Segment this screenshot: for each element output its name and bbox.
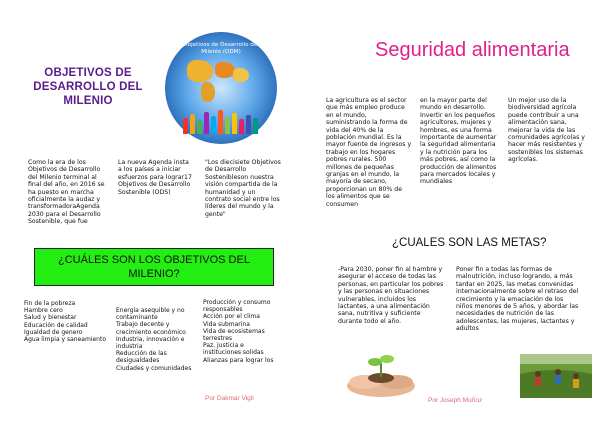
- field-workers-image: [520, 354, 592, 398]
- goals-list-col1: [24, 300, 114, 343]
- list-item: Ciudades y comunidades: [116, 364, 192, 372]
- list-item: Alianzas para lograr los: [203, 356, 274, 364]
- intro-text-col1: Como la era de los Objetivos de Desarrollo del Milenio terminal al final del año, en 2016 se ha puesto en marcha oficialmente la audaz y transformadoraAgenda 2030 para el Desarrollo Sostenible, que fue: [28, 159, 105, 226]
- intro-text-col2: La nueva Agenda insta a los países a iniciar esfuerzos para lograr17 Objetivos de Desarrollo Sostenible (ODS): [118, 159, 192, 196]
- metas-title: ¿CUALES SON LAS METAS?: [392, 237, 547, 249]
- list-item: Paz, justicia e instituciones solidas: [203, 342, 264, 357]
- world-map-shape: [233, 68, 249, 82]
- left-page-title: OBJETIVOS DE DESARROLLO DEL MILENIO: [33, 67, 143, 107]
- list-item: Educación de calidad: [24, 321, 88, 329]
- hands-seedling-image: [345, 350, 417, 398]
- goals-list-col3: [203, 299, 283, 364]
- list-item: Vida submarina: [203, 320, 250, 328]
- food-security-text-col2: en la mayor parte del mundo en desarrollo. Invertir en los pequeños agricultores, mujeres y hombres, es una forma importante de aumentar la seguridad alimentaria y la nutrición para los más pobres, así como la producción de alimentos para mercados locales y mundiales: [420, 97, 497, 186]
- world-map-shape: [187, 60, 213, 82]
- list-item: Hambre cero: [24, 307, 63, 315]
- list-item: Trabajo decente y crecimiento económico: [116, 321, 186, 336]
- list-item: Vida de ecosistemas terrestres: [203, 327, 265, 343]
- goals-list-col2: [116, 307, 198, 372]
- left-author-credit: Por Dakmar Vigil: [205, 395, 254, 402]
- goals-box-title: ¿CUÁLES SON LOS OBJETIVOS DEL MILENIO?: [34, 248, 274, 286]
- list-item: Producción y consumo responsables: [203, 299, 271, 314]
- odm-logo-image: [165, 32, 277, 144]
- list-item: Igualdad de genero: [24, 328, 83, 336]
- right-page-title: Seguridad alimentaria: [375, 39, 570, 61]
- list-item: Salud y bienestar: [24, 314, 77, 322]
- world-map-shape: [201, 82, 215, 102]
- food-security-text-col1: La agricultura es el sector que más empleo produce en el mundo, suministrando la forma de vida del 40% de la población mundial. Es la mayor fuente de ingresos y trabajo en los hogares pobres rurales. 500 millones de pequeñas granjas en el mundo, la mayoría de secano, proporcionan un 80% de los alimentos que se consumen: [326, 97, 412, 208]
- list-item: Fin de la pobreza: [24, 300, 76, 307]
- metas-text-col1: -Para 2030, poner fin al hambre y asegurar el acceso de todas las personas, en particular los pobres y las personas en situaciones vulnerables, incluidos los lactantes, a una alimentación sana, nutritiva y suficiente durante todo el año.: [338, 266, 444, 325]
- food-security-text-col3: Un mejor uso de la biodiversidad agrícola puede contribuir a una alimentación sana, mejorar la vida de las comunidades agrícolas y hacer más resistentes y sostenibles los sistemas agrícolas.: [508, 97, 585, 164]
- people-silhouettes: [183, 104, 259, 134]
- list-item: Acción por el clima: [203, 313, 260, 321]
- right-author-credit: Por Joseph Muñoz: [428, 397, 483, 404]
- metas-text-col2: Poner fin a todas las formas de malnutrición, incluso logrando, a más tardar en 2025, las metas convenidas internacionalmente sobre el retraso del crecimiento y la emaciación de los niños menores de 5 años, y abordar las necesidades de nutrición de las adolescentes, las mujeres, lactantes y adultos: [456, 266, 579, 333]
- intro-quote-col3: "Los diecisiete Objetivos de Desarrollo Sostenibleson nuestra visión compartida de la humanidad y un contrato social entre los líderes del mundo y la gente": [205, 159, 281, 218]
- list-item: Agua limpia y saneamiento: [24, 336, 106, 344]
- list-item: Reducción de las desigualdades: [116, 350, 167, 365]
- world-map-shape: [215, 62, 235, 78]
- list-item: Energía asequible y no contaminante: [116, 307, 185, 322]
- list-item: Industria, innovación e industria: [116, 335, 185, 351]
- odm-logo-title: Objetivos de Desarrollo del Milenio (ODM): [183, 42, 259, 55]
